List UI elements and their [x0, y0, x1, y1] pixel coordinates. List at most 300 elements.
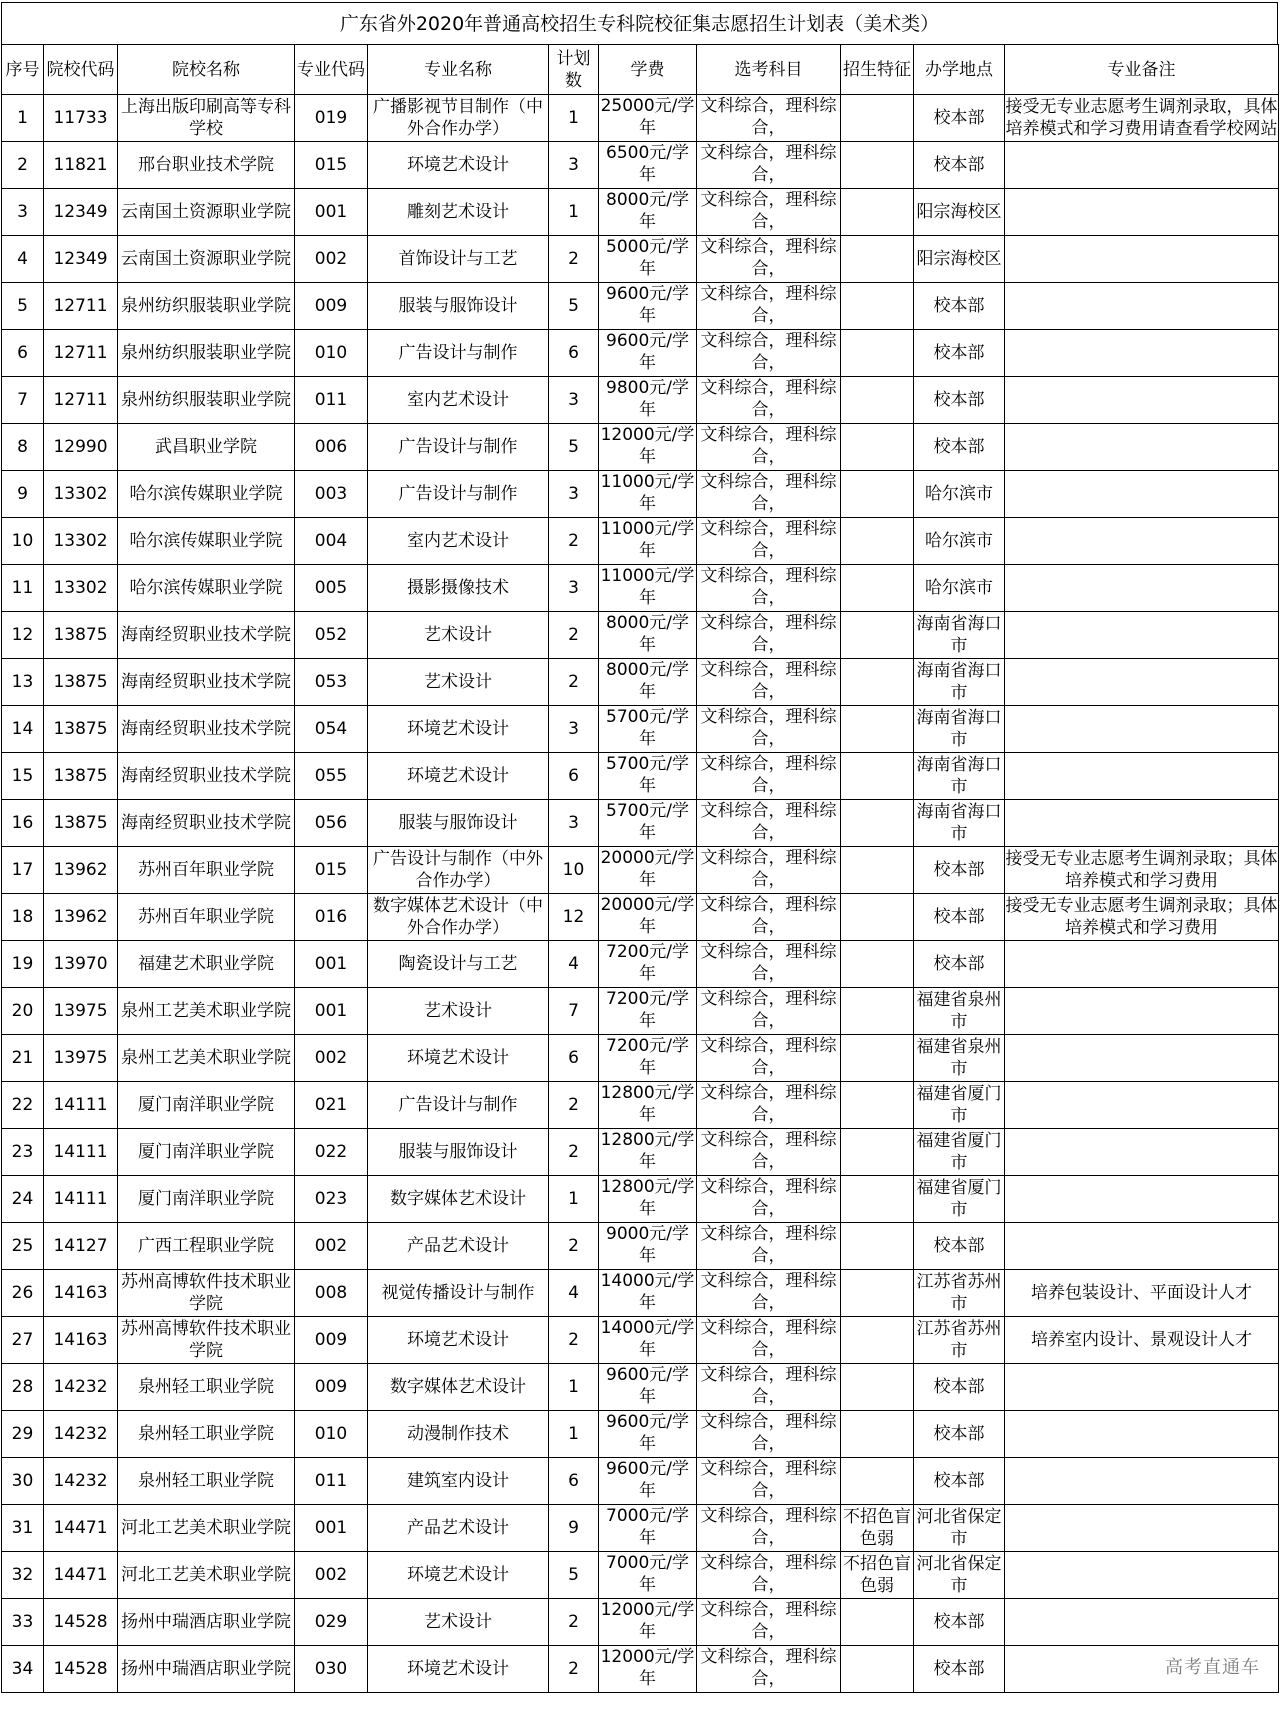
- cell-subjects: [697, 1646, 841, 1693]
- cell-no: 25: [2, 1223, 44, 1270]
- cell-subjects-text: 文科综合，理科综合，: [700, 801, 837, 843]
- table-row: [2, 753, 1279, 800]
- cell-subjects: [697, 988, 841, 1035]
- cell-remark-text: 培养包装设计、平面设计人才: [1031, 1283, 1252, 1303]
- cell-feature: [841, 142, 914, 189]
- cell-subjects: [697, 847, 841, 894]
- cell-location: [914, 565, 1005, 612]
- header-major-code: 专业代码: [295, 45, 368, 95]
- cell-major-name: [368, 283, 549, 330]
- cell-subjects-text: 文科综合，理科综合，: [700, 848, 837, 890]
- cell-feature-text: [841, 988, 913, 1034]
- cell-plan-count: 4: [549, 1270, 599, 1317]
- cell-subjects-text: 文科综合，理科综合，: [700, 1506, 837, 1548]
- cell-subjects: [697, 1458, 841, 1505]
- table-row: [2, 1317, 1279, 1364]
- cell-feature: [841, 1552, 914, 1599]
- cell-location: [914, 1599, 1005, 1646]
- cell-location-text: 福建省厦门市: [916, 1084, 1002, 1126]
- cell-remark: [1005, 612, 1279, 659]
- cell-feature-text: [841, 283, 913, 329]
- cell-school-name: [118, 189, 295, 236]
- cell-location-text: 福建省厦门市: [916, 1131, 1002, 1173]
- cell-major-code: 023: [295, 1176, 368, 1223]
- cell-school-name: [118, 1082, 295, 1129]
- cell-location: [914, 377, 1005, 424]
- cell-location-text: 校本部: [933, 437, 985, 457]
- cell-remark: [1005, 1599, 1279, 1646]
- cell-remark: [1005, 1223, 1279, 1270]
- cell-plan-count: 2: [549, 1646, 599, 1693]
- table-row: [2, 1129, 1279, 1176]
- cell-major-name: [368, 1505, 549, 1552]
- cell-location: [914, 753, 1005, 800]
- cell-major-name-text: 产品艺术设计: [407, 1518, 509, 1538]
- cell-plan-count: 2: [549, 1129, 599, 1176]
- cell-major-code: 010: [295, 330, 368, 377]
- cell-school-code: 11821: [44, 142, 118, 189]
- cell-school-name-text: 扬州中瑞酒店职业学院: [121, 1659, 291, 1679]
- cell-plan-count: 5: [549, 1552, 599, 1599]
- cell-school-code: 13975: [44, 1035, 118, 1082]
- cell-subjects-text: 文科综合，理科综合，: [700, 284, 837, 326]
- cell-no: 16: [2, 800, 44, 847]
- cell-subjects: [697, 659, 841, 706]
- table-row: [2, 941, 1279, 988]
- cell-school-name-text: 苏州高博软件技术职业学院: [121, 1272, 291, 1314]
- cell-tuition: [599, 1458, 697, 1505]
- table-row: [2, 706, 1279, 753]
- cell-school-name-text: 海南经贸职业技术学院: [121, 766, 291, 786]
- cell-major-name: [368, 1035, 549, 1082]
- cell-tuition: [599, 518, 697, 565]
- cell-feature-text: [841, 1411, 913, 1457]
- cell-location: [914, 518, 1005, 565]
- cell-no: 3: [2, 189, 44, 236]
- cell-school-name: [118, 706, 295, 753]
- cell-school-name-text: 苏州百年职业学院: [138, 860, 274, 880]
- cell-tuition-text: 12000元/学年: [600, 425, 695, 467]
- watermark: 高考直通车: [1165, 1657, 1260, 1678]
- cell-remark: [1005, 753, 1279, 800]
- cell-no: 6: [2, 330, 44, 377]
- cell-tuition-text: 7000元/学年: [606, 1506, 689, 1548]
- cell-major-name-text: 服装与服饰设计: [398, 813, 518, 833]
- cell-major-code: 019: [295, 95, 368, 142]
- cell-feature: [841, 1176, 914, 1223]
- cell-tuition-text: 9600元/学年: [606, 331, 689, 373]
- cell-school-name: [118, 753, 295, 800]
- table-row: [2, 847, 1279, 894]
- cell-location: [914, 189, 1005, 236]
- table-row: [2, 1411, 1279, 1458]
- cell-remark-text: [1005, 1176, 1278, 1222]
- header-remark: 专业备注: [1005, 45, 1279, 95]
- table-row: [2, 1646, 1279, 1693]
- cell-location-text: 阳宗海校区: [916, 202, 1002, 222]
- cell-tuition-text: 20000元/学年: [600, 895, 695, 937]
- cell-tuition-text: 9000元/学年: [606, 1224, 689, 1266]
- cell-tuition: [599, 1411, 697, 1458]
- cell-remark-text: [1005, 1505, 1278, 1551]
- cell-subjects: [697, 1505, 841, 1552]
- cell-feature: [841, 95, 914, 142]
- cell-subjects: [697, 1223, 841, 1270]
- cell-school-name: [118, 847, 295, 894]
- table-row: [2, 1035, 1279, 1082]
- cell-major-name: [368, 1646, 549, 1693]
- cell-major-code: 001: [295, 1505, 368, 1552]
- cell-major-name-text: 广告设计与制作: [398, 437, 518, 457]
- cell-major-name: [368, 659, 549, 706]
- cell-school-code: 13875: [44, 659, 118, 706]
- cell-no: 33: [2, 1599, 44, 1646]
- cell-school-code: 14471: [44, 1552, 118, 1599]
- cell-plan-count: 6: [549, 330, 599, 377]
- cell-feature: [841, 189, 914, 236]
- cell-major-name: [368, 142, 549, 189]
- cell-subjects: [697, 612, 841, 659]
- cell-feature-text: [841, 1599, 913, 1645]
- cell-plan-count: 2: [549, 1599, 599, 1646]
- cell-location-text: 阳宗海校区: [916, 249, 1002, 269]
- cell-feature-text: [841, 377, 913, 423]
- cell-major-code: 002: [295, 1223, 368, 1270]
- cell-location: [914, 1082, 1005, 1129]
- cell-tuition: [599, 565, 697, 612]
- cell-major-name-text: 艺术设计: [424, 1001, 492, 1021]
- cell-no: 2: [2, 142, 44, 189]
- cell-subjects-text: 文科综合，理科综合，: [700, 331, 837, 373]
- cell-remark-text: 接受无专业志愿考生调剂录取，具体培养模式和学习费用请查看学校网站: [1005, 97, 1278, 139]
- cell-remark: [1005, 377, 1279, 424]
- cell-major-code: 016: [295, 894, 368, 941]
- cell-subjects-text: 文科综合，理科综合，: [700, 1600, 837, 1642]
- cell-remark: [1005, 518, 1279, 565]
- cell-location-text: 江苏省苏州市: [916, 1272, 1002, 1314]
- table-row: [2, 1599, 1279, 1646]
- cell-subjects-text: 文科综合，理科综合，: [700, 1553, 837, 1595]
- cell-school-code: 13875: [44, 753, 118, 800]
- cell-plan-count: 2: [549, 236, 599, 283]
- cell-location-text: 海南省海口市: [916, 802, 1002, 844]
- cell-tuition-text: 8000元/学年: [606, 190, 689, 232]
- cell-major-name: [368, 1270, 549, 1317]
- cell-major-code: 001: [295, 189, 368, 236]
- cell-subjects: [697, 518, 841, 565]
- cell-subjects-text: 文科综合，理科综合，: [700, 1130, 837, 1172]
- cell-remark-text: [1005, 1411, 1278, 1457]
- cell-major-name-text: 动漫制作技术: [407, 1424, 509, 1444]
- cell-location: [914, 1270, 1005, 1317]
- cell-no: 14: [2, 706, 44, 753]
- cell-plan-count: 12: [549, 894, 599, 941]
- cell-feature: [841, 518, 914, 565]
- cell-tuition-text: 8000元/学年: [606, 660, 689, 702]
- cell-major-name-text: 广告设计与制作: [398, 1095, 518, 1115]
- cell-school-code: 14528: [44, 1599, 118, 1646]
- cell-major-code: 009: [295, 1317, 368, 1364]
- cell-no: 24: [2, 1176, 44, 1223]
- cell-major-code: 055: [295, 753, 368, 800]
- table-body: [2, 95, 1279, 1693]
- cell-major-name: [368, 612, 549, 659]
- cell-no: 22: [2, 1082, 44, 1129]
- cell-tuition-text: 6500元/学年: [606, 143, 689, 185]
- cell-no: 9: [2, 471, 44, 518]
- cell-subjects: [697, 941, 841, 988]
- cell-feature-text: [841, 95, 913, 141]
- cell-major-name-text: 环境艺术设计: [407, 1565, 509, 1585]
- cell-school-name: [118, 1270, 295, 1317]
- cell-location: [914, 95, 1005, 142]
- cell-tuition: [599, 1317, 697, 1364]
- cell-remark: [1005, 894, 1279, 941]
- cell-feature: [841, 1035, 914, 1082]
- cell-major-name: [368, 1599, 549, 1646]
- table-row: [2, 518, 1279, 565]
- cell-school-name-text: 福建艺术职业学院: [138, 954, 274, 974]
- cell-school-code: 14111: [44, 1129, 118, 1176]
- cell-plan-count: 3: [549, 706, 599, 753]
- cell-tuition: [599, 612, 697, 659]
- header-plan-count: 计划数: [549, 45, 599, 95]
- cell-plan-count: 2: [549, 1223, 599, 1270]
- cell-tuition-text: 20000元/学年: [600, 848, 695, 890]
- cell-tuition: [599, 330, 697, 377]
- cell-major-code: 009: [295, 1364, 368, 1411]
- cell-school-code: 12349: [44, 189, 118, 236]
- cell-school-name-text: 苏州百年职业学院: [138, 907, 274, 927]
- cell-no: 31: [2, 1505, 44, 1552]
- cell-subjects: [697, 283, 841, 330]
- cell-subjects: [697, 377, 841, 424]
- cell-school-code: 14111: [44, 1176, 118, 1223]
- cell-plan-count: 2: [549, 1317, 599, 1364]
- cell-school-name: [118, 612, 295, 659]
- cell-major-name: [368, 1364, 549, 1411]
- cell-major-code: 001: [295, 941, 368, 988]
- cell-school-name: [118, 1176, 295, 1223]
- cell-school-code: 14127: [44, 1223, 118, 1270]
- cell-tuition: [599, 706, 697, 753]
- cell-school-code: 13970: [44, 941, 118, 988]
- cell-subjects-text: 文科综合，理科综合，: [700, 707, 837, 749]
- cell-remark-text: [1005, 471, 1278, 517]
- cell-subjects: [697, 1317, 841, 1364]
- cell-tuition: [599, 1505, 697, 1552]
- cell-remark-text: [1005, 1458, 1278, 1504]
- cell-major-code: 002: [295, 1035, 368, 1082]
- cell-subjects-text: 文科综合，理科综合，: [700, 190, 837, 232]
- cell-school-name: [118, 424, 295, 471]
- header-no: 序号: [2, 45, 44, 95]
- cell-school-name-text: 厦门南洋职业学院: [138, 1142, 274, 1162]
- table-row: [2, 1082, 1279, 1129]
- cell-school-name: [118, 236, 295, 283]
- cell-school-name-text: 邢台职业技术学院: [138, 155, 274, 175]
- cell-major-name-text: 视觉传播设计与制作: [381, 1283, 535, 1303]
- cell-feature-text: [841, 424, 913, 470]
- cell-major-name-text: 广告设计与制作（中外合作办学）: [373, 849, 543, 891]
- cell-major-code: 001: [295, 988, 368, 1035]
- cell-remark-text: [1005, 800, 1278, 846]
- cell-location: [914, 894, 1005, 941]
- cell-major-code: 009: [295, 283, 368, 330]
- table-row: [2, 189, 1279, 236]
- cell-major-name-text: 环境艺术设计: [407, 155, 509, 175]
- cell-feature: [841, 471, 914, 518]
- cell-school-code: 13975: [44, 988, 118, 1035]
- cell-tuition: [599, 753, 697, 800]
- cell-remark: [1005, 659, 1279, 706]
- cell-feature: [841, 330, 914, 377]
- cell-location-text: 海南省海口市: [916, 614, 1002, 656]
- cell-major-name: [368, 518, 549, 565]
- cell-feature: [841, 847, 914, 894]
- cell-major-name: [368, 753, 549, 800]
- cell-school-name-text: 河北工艺美术职业学院: [121, 1518, 291, 1538]
- cell-location-text: 海南省海口市: [916, 708, 1002, 750]
- cell-tuition-text: 5000元/学年: [606, 237, 689, 279]
- cell-tuition: [599, 471, 697, 518]
- cell-school-name-text: 泉州工艺美术职业学院: [121, 1048, 291, 1068]
- table-row: [2, 283, 1279, 330]
- cell-school-name-text: 扬州中瑞酒店职业学院: [121, 1612, 291, 1632]
- cell-major-name-text: 雕刻艺术设计: [407, 202, 509, 222]
- cell-remark-text: [1005, 1082, 1278, 1128]
- cell-school-code: 13962: [44, 847, 118, 894]
- cell-major-name: [368, 988, 549, 1035]
- cell-major-code: 003: [295, 471, 368, 518]
- cell-location: [914, 1364, 1005, 1411]
- cell-remark: [1005, 330, 1279, 377]
- table-row: [2, 988, 1279, 1035]
- cell-location-text: 校本部: [933, 108, 985, 128]
- cell-no: 29: [2, 1411, 44, 1458]
- cell-feature-text: [841, 565, 913, 611]
- cell-school-code: 12711: [44, 283, 118, 330]
- cell-major-name: [368, 800, 549, 847]
- cell-feature-text: [841, 1364, 913, 1410]
- cell-subjects-text: 文科综合，理科综合，: [700, 425, 837, 467]
- cell-school-name: [118, 1552, 295, 1599]
- cell-school-code: 14232: [44, 1458, 118, 1505]
- cell-major-name-text: 数字媒体艺术设计（中外合作办学）: [373, 896, 543, 938]
- cell-feature-text: [841, 847, 913, 893]
- cell-major-name-text: 广告设计与制作: [398, 343, 518, 363]
- cell-remark-text: [1005, 988, 1278, 1034]
- cell-major-code: 030: [295, 1646, 368, 1693]
- cell-school-code: 14471: [44, 1505, 118, 1552]
- cell-subjects-text: 文科综合，理科综合，: [700, 566, 837, 608]
- cell-major-name: [368, 941, 549, 988]
- cell-tuition-text: 7000元/学年: [606, 1553, 689, 1595]
- cell-tuition: [599, 1646, 697, 1693]
- cell-remark-text: 培养室内设计、景观设计人才: [1031, 1330, 1252, 1350]
- cell-school-code: 12711: [44, 377, 118, 424]
- cell-remark-text: [1005, 1129, 1278, 1175]
- cell-subjects: [697, 330, 841, 377]
- cell-subjects: [697, 1411, 841, 1458]
- cell-location: [914, 659, 1005, 706]
- cell-no: 19: [2, 941, 44, 988]
- cell-subjects-text: 文科综合，理科综合，: [700, 1083, 837, 1125]
- cell-school-name: [118, 283, 295, 330]
- cell-remark-text: [1005, 706, 1278, 752]
- cell-feature-text: [841, 612, 913, 658]
- cell-location-text: 福建省厦门市: [916, 1178, 1002, 1220]
- cell-tuition-text: 11000元/学年: [600, 519, 695, 561]
- cell-location-text: 校本部: [933, 343, 985, 363]
- cell-plan-count: 5: [549, 424, 599, 471]
- cell-plan-count: 3: [549, 800, 599, 847]
- cell-plan-count: 3: [549, 471, 599, 518]
- cell-remark-text: [1005, 941, 1278, 987]
- cell-remark: [1005, 471, 1279, 518]
- cell-school-name: [118, 1364, 295, 1411]
- table-row: [2, 1505, 1279, 1552]
- cell-school-name: [118, 1317, 295, 1364]
- cell-plan-count: 1: [549, 95, 599, 142]
- cell-remark-text: [1005, 283, 1278, 329]
- cell-remark-text: [1005, 1364, 1278, 1410]
- cell-location: [914, 471, 1005, 518]
- cell-location-text: 校本部: [933, 155, 985, 175]
- cell-school-code: 14111: [44, 1082, 118, 1129]
- cell-location: [914, 424, 1005, 471]
- cell-tuition: [599, 377, 697, 424]
- header-school-code: 院校代码: [44, 45, 118, 95]
- cell-school-name-text: 广西工程职业学院: [138, 1236, 274, 1256]
- cell-location-text: 河北省保定市: [916, 1507, 1002, 1549]
- cell-location: [914, 800, 1005, 847]
- cell-school-code: 14232: [44, 1411, 118, 1458]
- cell-subjects-text: 文科综合，理科综合，: [700, 96, 837, 138]
- cell-feature-text: [841, 1176, 913, 1222]
- cell-tuition-text: 8000元/学年: [606, 613, 689, 655]
- cell-remark-text: [1005, 1599, 1278, 1645]
- cell-subjects-text: 文科综合，理科综合，: [700, 754, 837, 796]
- cell-remark: [1005, 283, 1279, 330]
- cell-tuition-text: 12800元/学年: [600, 1083, 695, 1125]
- cell-feature: [841, 1458, 914, 1505]
- cell-school-code: 11733: [44, 95, 118, 142]
- cell-plan-count: 4: [549, 941, 599, 988]
- cell-tuition: [599, 1552, 697, 1599]
- cell-tuition: [599, 1035, 697, 1082]
- cell-major-code: 002: [295, 1552, 368, 1599]
- cell-no: 12: [2, 612, 44, 659]
- cell-tuition-text: 7200元/学年: [606, 942, 689, 984]
- cell-plan-count: 1: [549, 189, 599, 236]
- cell-major-name-text: 广播影视节目制作（中外合作办学）: [373, 97, 543, 139]
- cell-major-code: 011: [295, 377, 368, 424]
- cell-school-name: [118, 330, 295, 377]
- cell-remark: [1005, 1270, 1279, 1317]
- cell-school-code: 14528: [44, 1646, 118, 1693]
- cell-tuition-text: 12800元/学年: [600, 1177, 695, 1219]
- cell-remark: [1005, 1458, 1279, 1505]
- cell-major-name: [368, 1458, 549, 1505]
- cell-location-text: 哈尔滨市: [925, 578, 993, 598]
- cell-school-name-text: 上海出版印刷高等专科学校: [121, 97, 291, 139]
- cell-major-name: [368, 1552, 549, 1599]
- cell-feature-text: [841, 518, 913, 564]
- cell-remark-text: [1005, 330, 1278, 376]
- cell-major-name-text: 首饰设计与工艺: [398, 249, 518, 269]
- cell-no: 1: [2, 95, 44, 142]
